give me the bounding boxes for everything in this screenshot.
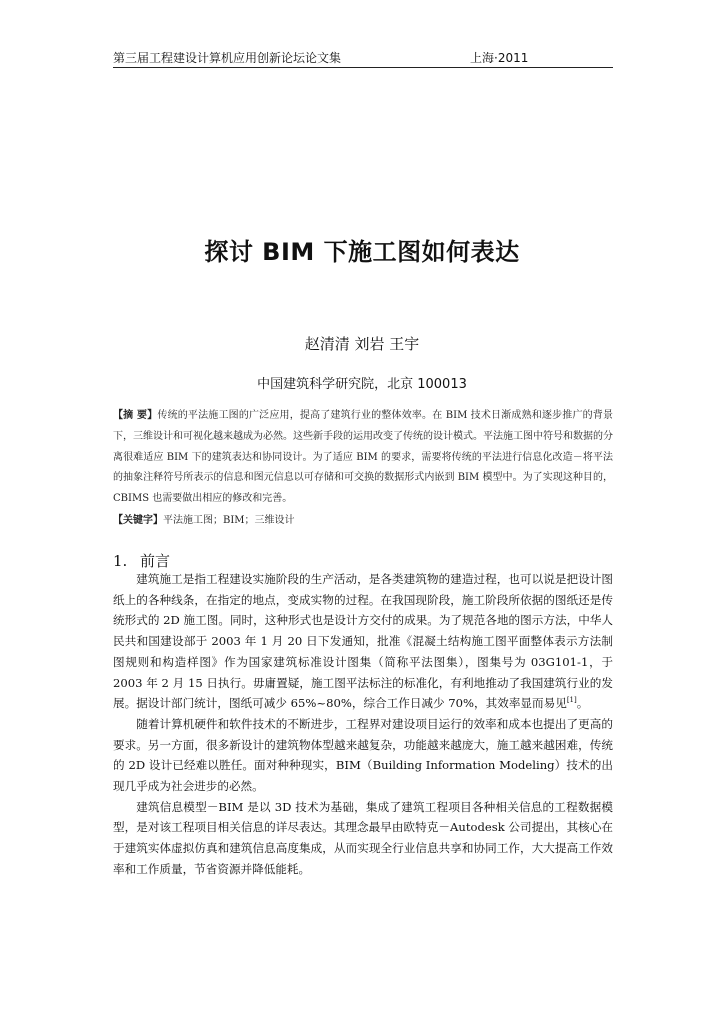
paper-authors: 赵清清 刘岩 王宇 bbox=[304, 335, 420, 353]
header-divider bbox=[113, 67, 613, 68]
keywords-label: 【关键字】 bbox=[113, 515, 163, 526]
running-header bbox=[113, 50, 613, 68]
section-body bbox=[113, 569, 613, 880]
section-title: 前言 bbox=[140, 552, 171, 570]
abstract bbox=[113, 406, 613, 510]
section-heading bbox=[113, 551, 613, 571]
paragraph bbox=[113, 569, 613, 714]
paragraph-end: 。 bbox=[576, 696, 589, 711]
author-affiliation: 中国建筑科学研究院，北京 100013 bbox=[257, 377, 467, 392]
paper-title: 探讨 BIM 下施工图如何表达 bbox=[204, 238, 520, 266]
header-proceedings-title: 第三届工程建设计算机应用创新论坛论文集 bbox=[113, 51, 342, 65]
paragraph: 建筑信息模型－BIM 是以 3D 技术为基础，集成了建筑工程项目各种相关信息的工程数据模型，是对该工程项目相关信息的详尽表达。其理念最早由欧特克－Autodesk 公司提出，其核心在于建筑实体虚拟仿真和建筑信息高度集成，从而实现全行业信息共享和协同工作，大大提高工作效率和工作质量，节省资源并降低能耗。 bbox=[113, 799, 613, 876]
paragraph: 随着计算机硬件和软件技术的不断进步，工程界对建设项目运行的效率和成本也提出了更高的要求。另一方面，很多新设计的建筑物体型越来越复杂，功能越来越庞大，施工越来越困难，传统的 2D 设计已经难以胜任。面对种种现实，BIM（Building Information Modeling）技术的出现几乎成为社会进步的必然。 bbox=[113, 716, 613, 794]
section-number: 1. bbox=[113, 552, 128, 570]
header-location-year: 上海·2011 bbox=[470, 51, 529, 65]
keywords-text: 平法施工图；BIM；三维设计 bbox=[163, 515, 295, 526]
keywords bbox=[113, 511, 613, 531]
citation-ref: [1] bbox=[566, 696, 577, 705]
abstract-text: 传统的平法施工图的广泛应用，提高了建筑行业的整体效率。在 BIM 技术日渐成熟和逐步推广的背景下，三维设计和可视化越来越成为必然。这些新手段的运用改变了传统的设计模式。平法施工图中符号和数据的分离很难适应 BIM 下的建筑表达和协同设计。为了适应 BIM 的要求，需要将传统的平法进行信息化改造－将平法的抽象注释符号所表示的信息和图元信息以可存储和可交换的数据形式内嵌到 BIM 模型中。为了实现这种目的，CBIMS 也需要做出相应的修改和完善。 bbox=[113, 410, 613, 505]
paragraph-text: 建筑施工是指工程建设实施阶段的生产活动，是各类建筑物的建造过程，也可以说是把设计图纸上的各种线条，在指定的地点，变成实物的过程。在我国现阶段，施工阶段所依据的图纸还是传统形式的 2D 施工图。同时，这种形式也是设计方交付的成果。为了规范各地的图示方法，中华人民共和国建设部于 2003 年 1 月 20 日下发通知，批准《混凝土结构施工图平面整体表示方法制图规则和构造样图》作为国家建筑标准设计图集（简称平法图集），图集号为 03G101-1，于 2003 年 2 月 15 日执行。毋庸置疑，施工图平法标注的标准化，有利地推动了我国建筑行业的发展。据设计部门统计，图纸可减少 65%~80%，综合工作日减少 70%，其效率显而易见 bbox=[113, 572, 613, 711]
abstract-label: 【摘 要】 bbox=[113, 410, 158, 421]
